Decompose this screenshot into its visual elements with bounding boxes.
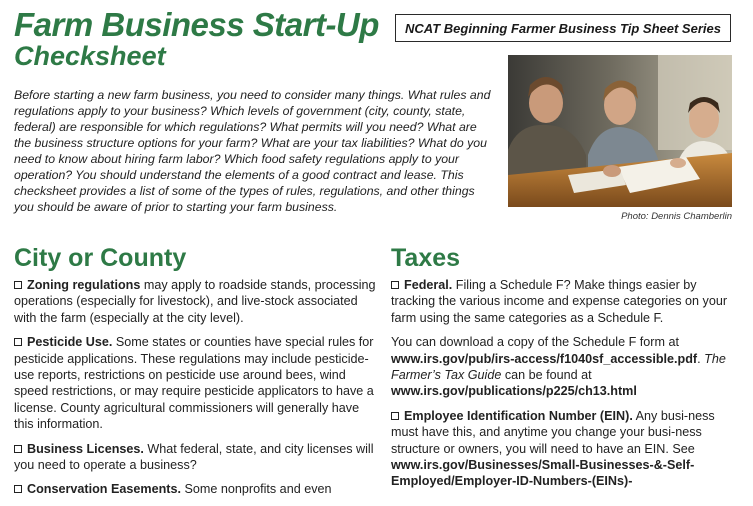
checklist-item [14,441,376,474]
item-title: Employee Identification Number (EIN). [404,408,633,423]
page-title [14,8,379,70]
checkbox-icon [391,281,399,289]
series-label: NCAT Beginning Farmer Business Tip Sheet Series [395,14,731,42]
download-text: You can download a copy of the Schedule F form at [391,335,679,350]
intro-paragraph: Before starting a new farm business, you need to consider many things. What rules and regulations apply to your business? Which levels of government (city, county, state, federal) are responsible for which regulations? What permits will you need? What are the business structure options for your farm? What are your tax liabilities? What do you need to know about hiring farm labor? Which food safety regulations apply to your operation? You should understand the elements of a good contract and lease. This checksheet provides a list of some of the types of rules, regulations, and other things you should be aware of prior to starting your farm business. [14,88,491,214]
ein-link[interactable]: www.irs.gov/Businesses/Small-Businesses-&-Self-Employed/Employer-ID-Numbers-(EINs)- [391,458,695,489]
checklist-item [391,408,731,490]
checkbox-icon [14,281,22,289]
guide-title: The Farmer’s Tax Guide [391,351,726,383]
item-title: Pesticide Use. [27,335,113,350]
item-text: Some nonprofits and even [180,482,332,497]
city-county-heading: City or County [14,244,187,272]
item-text: Filing a Schedule F? Make things easier by tracking the various income and expense categories on your farm using the same categories as a Schedule F. [391,278,728,325]
photo-illustration [508,55,732,207]
checklist-item [14,481,376,497]
checkbox-icon [391,412,399,420]
checkbox-icon [14,445,22,453]
schedule-f-link[interactable]: www.irs.gov/pub/irs-access/f1040sf_accessible.pdf [391,351,698,366]
item-title: Conservation Easements. [27,482,181,497]
item-text: Some states or counties have special rules for pesticide applications. These regulations may include pesticide-use reports, restrictions on pesticide use around bees, wind speed restrictions, or may require pesticide applicators to have a license. County agricultural commissioners will generally have this information. [14,335,374,432]
guide-text: can be found at [501,368,592,383]
taxes-heading: Taxes [391,244,461,272]
checkbox-icon [14,485,22,493]
item-text: What federal, state, and city licenses will you need to operate a business? [14,441,374,473]
item-title: Zoning regulations [27,278,141,292]
city-county-column [14,277,376,506]
paragraph: You can download a copy of the Schedule F form at www.irs.gov/pub/irs-access/f1040sf_accessible.pdf. The Farmer’s Tax Guide can be found at www.irs.gov/publications/p225/ch13.html [391,335,726,399]
checklist-item [391,277,731,326]
farmers-photo [508,55,732,207]
item-title: Federal. [404,278,453,292]
taxes-column [391,277,731,498]
item-title: Business Licenses. [27,441,144,456]
checklist-item [14,277,376,326]
title-line-2: Checksheet [14,41,166,71]
checkbox-icon [14,338,22,346]
guide-link[interactable]: www.irs.gov/publications/p225/ch13.html [391,384,637,399]
photo-credit: Photo: Dennis Chamberlin [621,211,732,222]
checklist-item [14,334,376,432]
item-text: may apply to roadside stands, processing operations (especially for livestock), and live-stock associated with the farm (especially at the city level). [14,278,376,325]
title-line-1: Farm Business Start-Up [14,6,379,43]
item-text: Any busi-ness must have this, and anytime you change your busi-ness structure or owners, you will need to have an EIN. See [391,408,715,456]
